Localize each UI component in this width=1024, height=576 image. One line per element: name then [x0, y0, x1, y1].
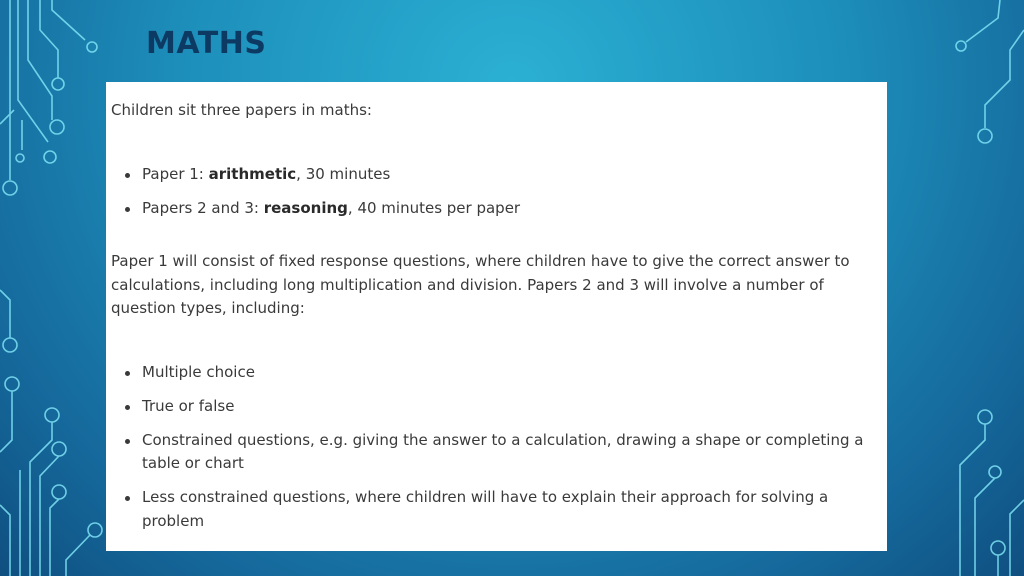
papers-list [111, 163, 865, 221]
intro-text: Children sit three papers in maths: [111, 101, 372, 119]
list-item: Multiple choice [142, 361, 865, 385]
paper-type: arithmetic [208, 164, 297, 183]
description-paragraph: Paper 1 will consist of fixed response questions, where children have to give the correct answer to calculations, including long multiplication and division. Papers 2 and 3 will involve a number of question types, including: [111, 252, 850, 317]
slide-title: MATHS [146, 26, 267, 61]
paper-type: reasoning [263, 198, 348, 217]
paper-prefix: Paper 1: [142, 164, 209, 183]
list-item [142, 163, 865, 187]
content-box [106, 82, 887, 551]
list-item: Less constrained questions, where children will have to explain their approach for solving a problem [142, 486, 865, 533]
question-types-list [111, 361, 865, 534]
paper-duration: , 40 minutes per paper [347, 198, 521, 217]
paper-duration: , 30 minutes [296, 164, 391, 183]
list-item: True or false [142, 395, 865, 419]
paper-prefix: Papers 2 and 3: [142, 198, 264, 217]
list-item: Constrained questions, e.g. giving the answer to a calculation, drawing a shape or completing a table or chart [142, 429, 865, 476]
list-item [142, 197, 865, 221]
